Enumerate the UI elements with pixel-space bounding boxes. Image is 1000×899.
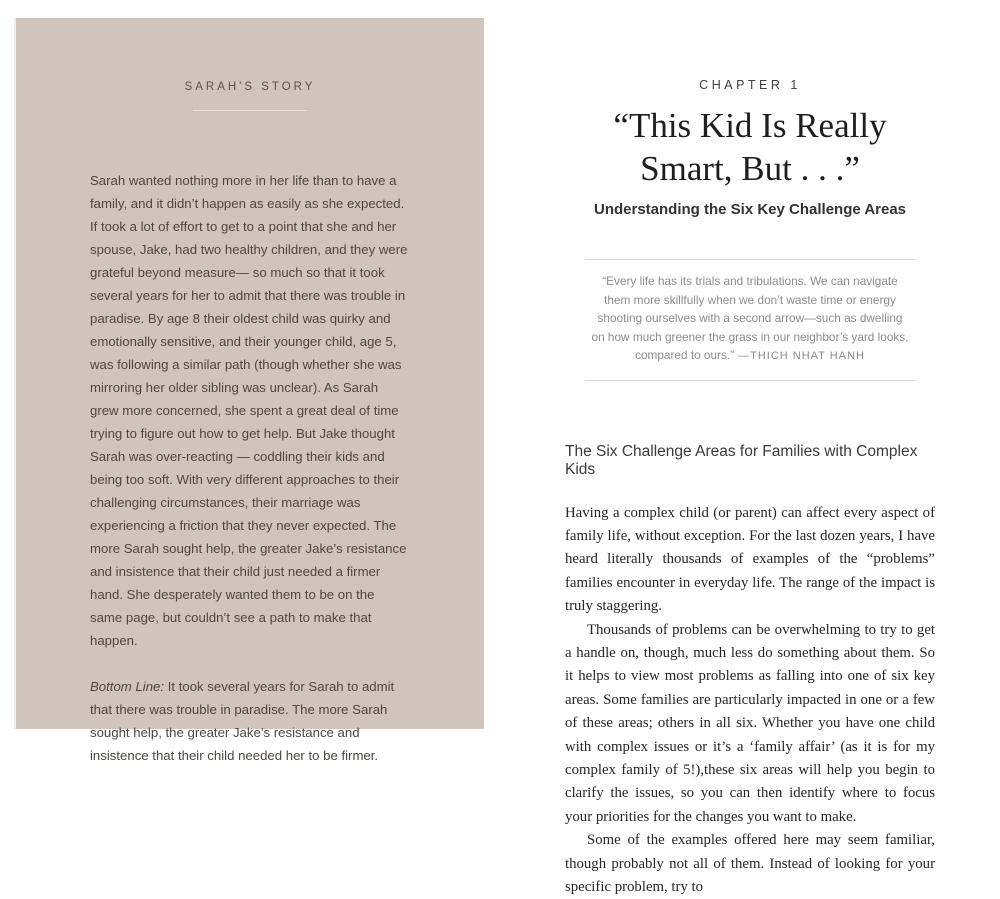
sidebar-story-body	[90, 169, 410, 767]
body-paragraph: Thousands of problems can be overwhelming to try to get a handle on, though, much less do something about them. So it helps to view most problems as falling into one of six key areas. Some families are particularly impacted in one or a few of these areas; others in all six. Whether you have one child with complex issues or it’s a ‘family affair’ (as it is for my complex family of 5!),these six areas will help you begin to clarify the issues, so you can then identify where to focus your priorities for the changes you want to make.	[565, 619, 935, 830]
section-heading: The Six Challenge Areas for Families with Complex Kids	[565, 443, 935, 479]
bottom-line-paragraph	[90, 675, 410, 767]
body-paragraph: Some of the examples offered here may seem familiar, though probably not all of them. Instead of looking for your specific problem, try to	[565, 829, 935, 899]
heading-divider	[193, 110, 307, 111]
right-page-chapter	[484, 0, 1000, 750]
epigraph-quote-text: “Every life has its trials and tribulations. We can navigate them more skillfully when we don’t waste time or energy shooting ourselves with a second arrow—such as dwelling on how much greener the grass in our neighbor’s yard looks, compared to ours.”	[592, 274, 909, 362]
left-page-sidebar-story	[16, 18, 484, 729]
epigraph-quote	[591, 272, 909, 366]
epigraph-quote-attribution: —THICH NHAT HANH	[738, 350, 865, 362]
epigraph-quote-block	[585, 259, 915, 381]
chapter-body-text	[565, 502, 935, 899]
chapter-subtitle: Understanding the Six Key Challenge Areas	[565, 201, 935, 218]
bottom-line-label: Bottom Line:	[90, 679, 164, 694]
chapter-title: “This Kid Is Really Smart, But . . .”	[565, 104, 935, 190]
sidebar-story-heading: SARAH'S STORY	[16, 18, 484, 93]
chapter-number-label: CHAPTER 1	[565, 0, 935, 92]
sidebar-story-paragraph: Sarah wanted nothing more in her life than to have a family, and it didn’t happen as easily as she expected. If took a lot of effort to get to a point that she and her spouse, Jake, had two healthy children, and they were grateful beyond measure— so much so that it took several years for her to admit that there was trouble in paradise. By age 8 their oldest child was quirky and emotionally sensitive, and their younger child, age 5, was following a similar path (though whether she was mirroring her older sibling was unclear). As Sarah grew more concerned, she spent a great deal of time trying to figure out how to get help. But Jake thought Sarah was over-reacting — coddling their kids and being too soft. With very different approaches to their challenging circumstances, their marriage was experiencing a friction that they never expected. The more Sarah sought help, the greater Jake’s resistance and insistence that their child just needed a firmer hand. She desperately wanted them to be on the same page, but couldn’t see a path to make that happen.	[90, 169, 410, 652]
bottom-line-text: It took several years for Sarah to admit that there was trouble in paradise. The more Sarah sought help, the greater Jake’s resistance and insistence that their child needed her to be firmer.	[90, 679, 394, 763]
body-paragraph: Having a complex child (or parent) can affect every aspect of family life, without exception. For the last dozen years, I have heard literally thousands of examples of the “problems” families encounter in everyday life. The range of the impact is truly staggering.	[565, 502, 935, 619]
chapter-column	[565, 0, 935, 899]
